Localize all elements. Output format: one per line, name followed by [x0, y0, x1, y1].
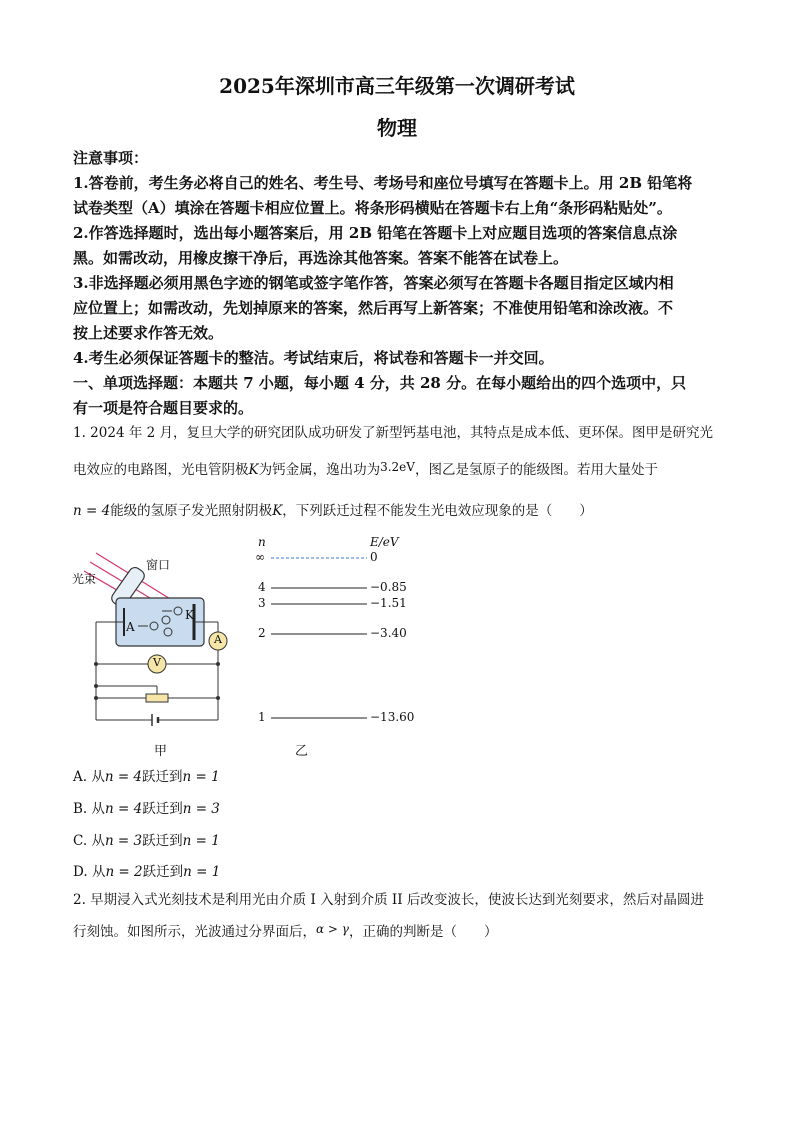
level-n-inf: ∞ — [255, 550, 265, 564]
level-E-inf: 0 — [370, 550, 378, 564]
option-a-letter: A. — [73, 769, 88, 785]
q1-line-2b: 为钙金属，逸出功为 — [258, 462, 381, 478]
q2-angle-relation: α > γ — [316, 922, 349, 936]
q2-line-1: 2. 早期浸入式光刻技术是利用光由介质 I 入射到介质 II 后改变波长，使波长达到光刻要求，然后对晶圆进 — [73, 892, 704, 908]
option-a-mid: 跃迁到 — [142, 769, 183, 785]
level-E-2: −3.40 — [370, 626, 407, 640]
figure-b-caption: 乙 — [295, 744, 309, 759]
notice-item-4-line-1: 4.考生必须保证答题卡的整洁。考试结束后，将试卷和答题卡一并交回。 — [73, 349, 554, 367]
q1-line-1: 1. 2024 年 2 月，复旦大学的研究团队成功研发了新型钙基电池，其特点是成本低、更环保。图甲是研究光 — [73, 425, 713, 441]
q1-option-d[interactable] — [73, 860, 220, 880]
q2-line-2b: ，正确的判断是（ ） — [348, 924, 498, 940]
option-a-from: n = 4 — [104, 769, 143, 785]
q1-line-2 — [73, 460, 723, 480]
junction-3 — [94, 684, 98, 688]
label-cathode-K: K — [185, 608, 194, 622]
q1-line-3a: 能级的氢原子发光照射阴极 — [110, 503, 273, 519]
q1-option-b[interactable] — [73, 797, 220, 817]
junction-2 — [216, 662, 220, 666]
notice-item-3-line-1: 3.非选择题必须用黑色字迹的钢笔或签字笔作答，答案必须写在答题卡各题目指定区域内相 — [73, 274, 674, 292]
q2-line-2a: 行刻蚀。如图所示，光波通过分界面后， — [73, 924, 316, 940]
level-axis-n: n — [258, 535, 266, 549]
level-axis-E: E/eV — [370, 535, 399, 549]
q1-cathode-symbol: K — [248, 462, 259, 478]
option-c-to: n = 1 — [182, 833, 220, 849]
q1-line-3b: ，下列跃迁过程不能发生光电效应现象的是（ ） — [282, 503, 593, 519]
notice-item-2-line-2: 黑。如需改动，用橡皮擦干净后，再选涂其他答案。答案不能答在试卷上。 — [73, 249, 569, 267]
option-c-from-prefix: 从 — [91, 833, 105, 849]
notice-heading: 注意事项： — [73, 149, 149, 167]
notice-item-1-line-2: 试卷类型（A）填涂在答题卡相应位置上。将条形码横贴在答题卡右上角“条形码粘贴处”。 — [73, 199, 672, 217]
option-c-letter: C. — [73, 833, 88, 849]
rheostat-icon — [146, 694, 168, 702]
q1-line-3 — [73, 501, 723, 521]
level-n-4: 4 — [258, 580, 266, 594]
option-b-to: n = 3 — [182, 801, 220, 817]
level-E-1: −13.60 — [370, 710, 415, 724]
figure-b-energy-levels — [255, 535, 425, 757]
option-a-to: n = 1 — [182, 769, 220, 785]
option-d-from: n = 2 — [105, 864, 143, 880]
option-a-from-prefix: 从 — [91, 769, 105, 785]
q2-line-2 — [73, 922, 723, 942]
option-b-mid: 跃迁到 — [142, 801, 183, 817]
section-heading-line-1: 一、单项选择题：本题共 7 小题，每小题 4 分，共 28 分。在每小题给出的四个选项中，只 — [73, 374, 687, 392]
junction-5 — [216, 696, 220, 700]
q1-line-2a: 电效应的电路图，光电管阴极 — [73, 462, 249, 478]
q1-level-symbol: n = 4 — [73, 503, 111, 519]
option-d-to: n = 1 — [183, 864, 221, 880]
q1-work-function: 3.2eV — [380, 460, 415, 474]
level-n-2: 2 — [258, 626, 266, 640]
option-b-from: n = 4 — [105, 801, 143, 817]
figure-a-caption: 甲 — [154, 744, 168, 759]
q1-option-a[interactable] — [73, 765, 220, 785]
label-ammeter: A — [214, 633, 222, 646]
option-b-from-prefix: 从 — [91, 801, 106, 817]
subject-title: 物理 — [377, 116, 417, 140]
q1-option-c[interactable] — [73, 829, 220, 849]
level-E-4: −0.85 — [370, 580, 407, 594]
q1-line-2c: ，图乙是氢原子的能级图。若用大量处于 — [414, 462, 658, 478]
notice-item-2-line-1: 2.作答选择题时，选出每小题答案后，用 2B 铅笔在答题卡上对应题目选项的答案信息点涂 — [73, 224, 678, 242]
notice-item-3-line-2: 应位置上；如需改动，先划掉原来的答案，然后再写上新答案；不准使用铅笔和涂改液。不 — [73, 299, 674, 317]
label-window: 窗口 — [146, 558, 171, 572]
notice-item-3-line-3: 按上述要求作答无效。 — [73, 324, 224, 342]
exam-title: 2025年深圳市高三年级第一次调研考试 — [219, 74, 575, 98]
junction-1 — [94, 662, 98, 666]
level-E-3: −1.51 — [370, 596, 407, 610]
option-d-mid: 跃迁到 — [142, 864, 184, 880]
junction-4 — [94, 696, 98, 700]
option-c-from: n = 3 — [104, 833, 143, 849]
option-c-mid: 跃迁到 — [142, 833, 183, 849]
option-d-from-prefix: 从 — [91, 864, 106, 880]
label-beam: 光束 — [72, 572, 97, 586]
q1-cathode-symbol-2: K — [272, 503, 283, 519]
section-heading-line-2: 有一项是符合题目要求的。 — [73, 399, 254, 417]
label-anode-A: A — [126, 620, 135, 634]
level-n-3: 3 — [258, 596, 266, 610]
label-voltmeter: V — [153, 656, 161, 669]
figure-a-circuit — [68, 548, 248, 758]
notice-item-1-line-1: 1.答卷前，考生务必将自己的姓名、考生号、考场号和座位号填写在答题卡上。用 2B 铅笔将 — [73, 174, 693, 192]
option-b-letter: B. — [73, 801, 88, 817]
level-n-1: 1 — [258, 710, 266, 724]
option-d-letter: D. — [73, 864, 88, 880]
